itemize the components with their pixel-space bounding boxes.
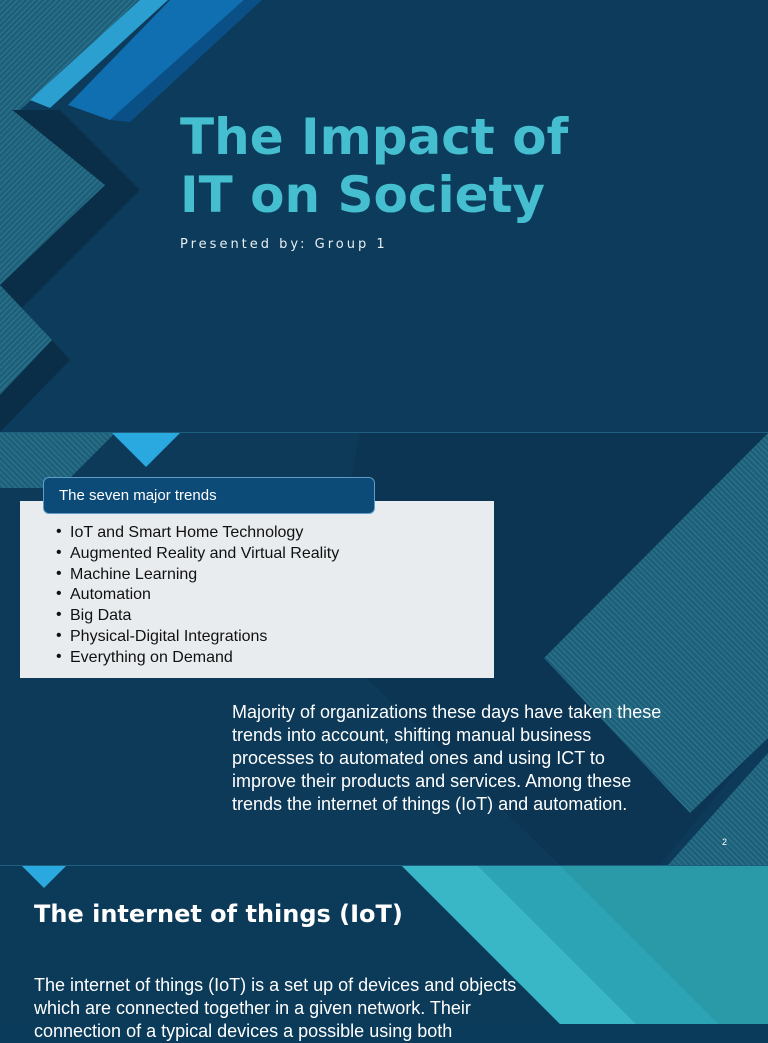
list-item: • Big Data bbox=[56, 606, 132, 625]
iot-slide bbox=[0, 866, 768, 1041]
presenter-subtitle: Presented by: Group 1 bbox=[180, 237, 388, 252]
bullet-icon: • bbox=[56, 564, 62, 582]
trends-panel bbox=[20, 501, 494, 678]
bullet-icon: • bbox=[56, 647, 62, 665]
title-slide bbox=[0, 0, 768, 432]
trends-list bbox=[56, 523, 494, 669]
bullet-icon: • bbox=[56, 543, 62, 561]
list-item: • Augmented Reality and Virtual Reality bbox=[56, 543, 340, 562]
trends-paragraph: Majority of organizations these days have taken these trends into account, shifting manual business processes to automated ones and using ICT to improve their products and services. Among these trends the internet of things (IoT) and automation. bbox=[232, 702, 662, 814]
bullet-icon: • bbox=[56, 606, 62, 624]
trends-slide bbox=[0, 433, 768, 865]
bullet-icon: • bbox=[56, 626, 62, 644]
slide-title: The internet of things (IoT) bbox=[34, 900, 403, 928]
trends-panel-heading: The seven major trends bbox=[43, 477, 375, 514]
list-item: • IoT and Smart Home Technology bbox=[56, 523, 304, 541]
list-item: • Automation bbox=[56, 585, 151, 604]
bullet-icon: • bbox=[56, 585, 62, 603]
presentation-title: The Impact of IT on Society bbox=[180, 108, 569, 224]
list-item: • Everything on Demand bbox=[56, 647, 233, 666]
slide-body-text: The internet of things (IoT) is a set up of devices and objects which are connected together in a given network. Their connection of a typical devices a possible using both bbox=[34, 975, 517, 1041]
bullet-icon: • bbox=[56, 523, 62, 540]
list-item: • Physical-Digital Integrations bbox=[56, 626, 268, 645]
page-number: 2 bbox=[722, 837, 728, 847]
list-item: • Machine Learning bbox=[56, 564, 198, 583]
